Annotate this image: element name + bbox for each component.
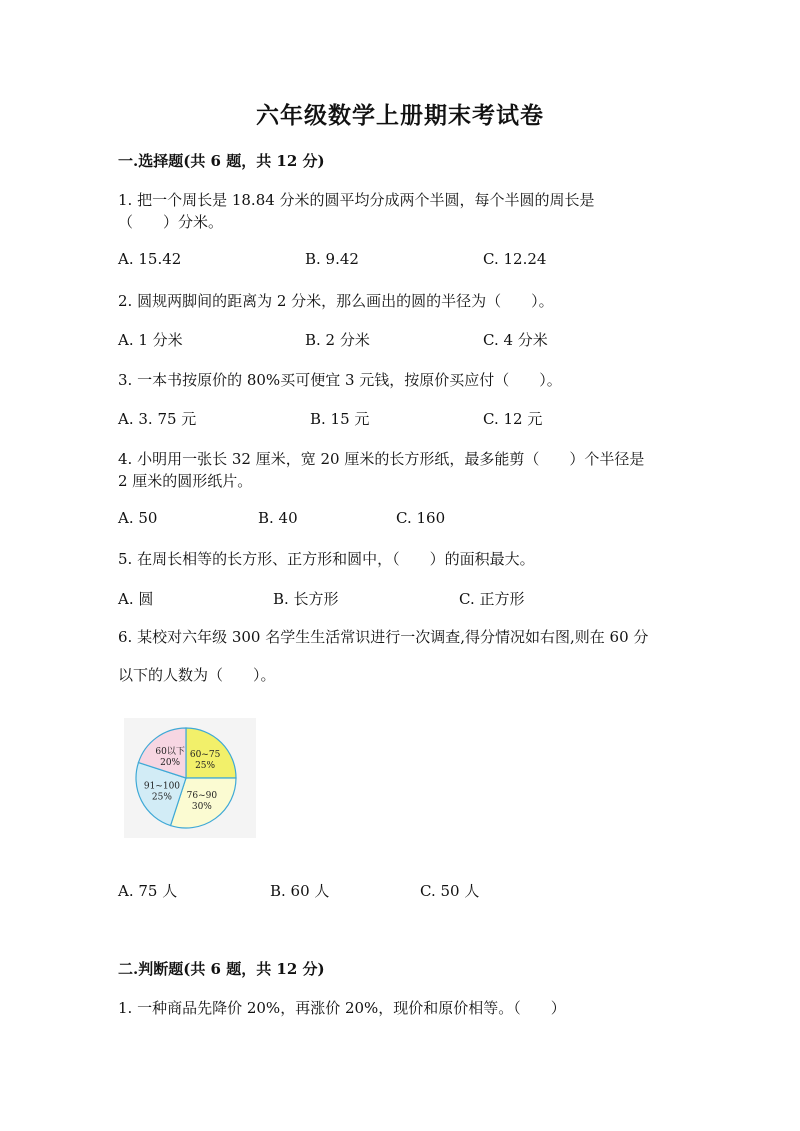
section-heading-judgement: 二.判断题(共 6 题，共 12 分) <box>118 960 325 978</box>
question-3-option-c: C. 12 元 <box>483 410 543 428</box>
section-heading-choice: 一.选择题(共 6 题，共 12 分) <box>118 152 325 170</box>
question-4-option-c: C. 160 <box>396 509 446 527</box>
question-6-option-a: A. 75 人 <box>118 882 178 900</box>
question-4-line-1: 4. 小明用一张长 32 厘米，宽 20 厘米的长方形纸，最多能剪（ ）个半径是 <box>118 450 645 468</box>
question-6-line-2: 以下的人数为（ ）。 <box>118 666 276 684</box>
score-pie-chart <box>124 718 256 838</box>
question-4-option-a: A. 50 <box>118 509 158 527</box>
question-2-option-a: A. 1 分米 <box>118 331 183 349</box>
question-3-line-1: 3. 一本书按原价的 80%买可便宜 3 元钱，按原价买应付（ ）。 <box>118 371 562 389</box>
question-1-option-c: C. 12.24 <box>483 250 547 268</box>
question-4-option-b: B. 40 <box>258 509 298 527</box>
pie-slice-value-0: 25% <box>195 760 216 771</box>
question-1-line-1: 1. 把一个周长是 18.84 分米的圆平均分成两个半圆，每个半圆的周长是 <box>118 191 595 209</box>
pie-slice-value-3: 20% <box>160 758 181 769</box>
question-3-option-b: B. 15 元 <box>310 410 370 428</box>
question-5-option-a: A. 圆 <box>118 590 154 608</box>
question-1-line-2: （ ）分米。 <box>118 213 224 231</box>
question-2-option-c: C. 4 分米 <box>483 331 548 349</box>
question-2-line-1: 2. 圆规两脚间的距离为 2 分米，那么画出的圆的半径为（ ）。 <box>118 292 554 310</box>
question-6-option-c: C. 50 人 <box>420 882 480 900</box>
question-6-line-1: 6. 某校对六年级 300 名学生生活常识进行一次调查,得分情况如右图,则在 60 分 <box>118 628 649 646</box>
pie-slice-value-2: 25% <box>151 792 172 803</box>
question-5-line-1: 5. 在周长相等的长方形、正方形和圆中，（ ）的面积最大。 <box>118 550 535 568</box>
page-title: 六年级数学上册期末考试卷 <box>256 102 544 129</box>
judgement-question-1: 1. 一种商品先降价 20%，再涨价 20%，现价和原价相等。（ ） <box>118 999 566 1017</box>
question-1-option-b: B. 9.42 <box>305 250 359 268</box>
question-3-option-a: A. 3. 75 元 <box>118 410 197 428</box>
question-6-option-b: B. 60 人 <box>270 882 330 900</box>
question-5-option-c: C. 正方形 <box>459 590 525 608</box>
pie-slice-label-2: 91~100 <box>143 781 181 792</box>
pie-slice-value-1: 30% <box>191 801 212 812</box>
question-2-option-b: B. 2 分米 <box>305 331 370 349</box>
question-4-line-2: 2 厘米的圆形纸片。 <box>118 472 253 490</box>
pie-slice-label-1: 76~90 <box>186 790 218 801</box>
pie-slice-label-3: 60以下 <box>155 747 185 758</box>
question-1-option-a: A. 15.42 <box>118 250 182 268</box>
question-5-option-b: B. 长方形 <box>273 590 339 608</box>
pie-slice-label-0: 60~75 <box>189 749 221 760</box>
